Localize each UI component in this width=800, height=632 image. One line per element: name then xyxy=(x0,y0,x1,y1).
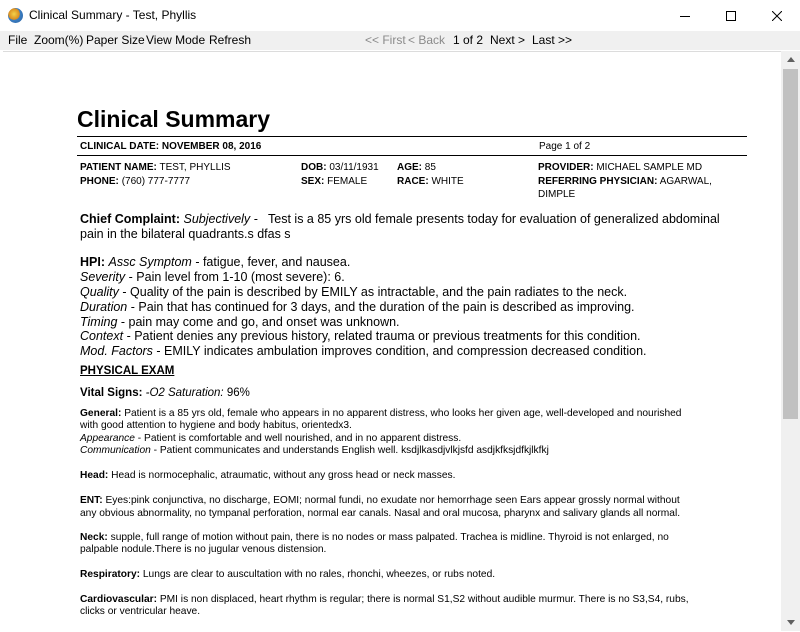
dob: 03/11/1931 xyxy=(329,162,379,173)
cardio-text-2: clicks or ventricular heave. xyxy=(80,606,201,617)
hpi-label: HPI: xyxy=(80,255,105,269)
general-text-2: with good attention to hygiene and body habitus, orientedx3. xyxy=(80,420,352,431)
neck-text-2: palpable nodule.There is no jugular venous distension. xyxy=(80,544,327,555)
hpi-assc-label: Assc Symptom xyxy=(108,255,192,269)
quality-label: Quality xyxy=(80,285,119,299)
vitals-label: Vital Signs: xyxy=(80,387,143,399)
page-indicator: 1 of 2 xyxy=(453,33,484,47)
hpi-assc xyxy=(80,255,350,269)
cc-subjectively: Subjectively - xyxy=(183,212,258,226)
hpi-context xyxy=(80,329,641,343)
close-icon xyxy=(772,11,782,21)
sex-label: SEX: xyxy=(301,176,325,187)
vital-signs xyxy=(80,387,250,399)
hpi-timing xyxy=(80,315,400,329)
head-label: Head: xyxy=(80,470,109,481)
vitals-o2-value: 96% xyxy=(226,387,250,399)
quality-text: - Quality of the pain is described by EMILY as intractable, and the pain radiates to the neck. xyxy=(122,285,628,299)
scroll-thumb[interactable] xyxy=(783,69,798,419)
context-label: Context xyxy=(80,329,124,343)
ent-label: ENT: xyxy=(80,495,103,506)
hpi-duration xyxy=(80,300,635,314)
respiratory-line xyxy=(80,569,495,580)
vertical-scrollbar[interactable] xyxy=(781,51,800,631)
chief-complaint xyxy=(80,212,720,226)
respiratory-text: Lungs are clear to auscultation with no rales, rhonchi, wheezes, or rubs noted. xyxy=(142,569,496,580)
menu-paper-size[interactable]: Paper Size xyxy=(86,33,145,47)
referring-physician: AGARWAL, xyxy=(659,176,712,187)
cardio-text-1: PMI is non displaced, heart rhythm is regular; there is normal S1,S2 without audible murmur. There is no S3,S4, rubs, xyxy=(159,594,689,605)
patient-name: TEST, PHYLLIS xyxy=(159,162,231,173)
phone-label: PHONE: xyxy=(80,176,119,187)
physical-exam-heading: PHYSICAL EXAM xyxy=(80,365,175,377)
ent-text-2: any obvious abnormality, no tympanal perforation, normal ear canals. Nasal and oral mucosa, pharynx and salivary glands all normal. xyxy=(80,508,681,519)
header-rule-bottom xyxy=(77,155,747,156)
general-text-1: Patient is a 85 yrs old, female who appears in no apparent distress, who looks her given age, well-developed and nourished xyxy=(124,408,682,419)
timing-text: - pain may come and go, and onset was unknown. xyxy=(120,315,400,329)
race-label: RACE: xyxy=(397,176,429,187)
patient-name-row xyxy=(80,162,231,173)
communication-line xyxy=(80,445,549,456)
age-label: AGE: xyxy=(397,162,422,173)
phone-row xyxy=(80,176,190,187)
race: WHITE xyxy=(431,176,464,187)
provider-label: PROVIDER: xyxy=(538,162,594,173)
close-button[interactable] xyxy=(754,0,800,31)
sex: FEMALE xyxy=(327,176,368,187)
cardio-label: Cardiovascular: xyxy=(80,594,158,605)
respiratory-label: Respiratory: xyxy=(80,569,141,580)
communication-text: - Patient communicates and understands English well. ksdjlkasdjvlkjsfd asdjkfksjdfkjlkfkj xyxy=(153,445,549,456)
maximize-button[interactable] xyxy=(708,0,754,31)
app-globe-icon xyxy=(8,8,23,23)
severity-label: Severity xyxy=(80,270,126,284)
nav-next-button[interactable]: Next > xyxy=(490,33,526,47)
page-number: Page 1 of 2 xyxy=(539,141,591,152)
scroll-up-arrow-icon xyxy=(787,57,795,62)
neck-text-1: supple, full range of motion without pain, there is no nodes or mass palpated. Trachea is midline. Thyroid is not enlarged, no xyxy=(110,532,669,543)
timing-label: Timing xyxy=(80,315,118,329)
severity-text: - Pain level from 1-10 (most severe): 6. xyxy=(128,270,345,284)
sex-row xyxy=(301,176,367,187)
duration-label: Duration xyxy=(80,300,128,314)
document-title: Clinical Summary xyxy=(77,106,271,132)
scroll-down-button[interactable] xyxy=(781,614,800,631)
head-line xyxy=(80,470,455,481)
hpi-mod-factors xyxy=(80,344,647,358)
menu-bar xyxy=(0,31,800,50)
clinical-date: CLINICAL DATE: NOVEMBER 08, 2016 xyxy=(80,141,262,152)
neck-label: Neck: xyxy=(80,532,108,543)
cc-text-line-2: pain in the bilateral quadrants.s dfas s xyxy=(80,227,291,241)
menu-zoom[interactable]: Zoom(%) xyxy=(34,33,84,47)
patient-name-label: PATIENT NAME: xyxy=(80,162,157,173)
title-bar xyxy=(0,0,800,31)
appearance-line xyxy=(80,433,461,444)
document-viewport xyxy=(3,51,781,632)
age-row xyxy=(397,162,436,173)
context-text: - Patient denies any previous history, related trauma or previous treatments for this condition. xyxy=(126,329,641,343)
nav-last-button[interactable]: Last >> xyxy=(532,33,573,47)
vitals-o2-label: -O2 Saturation: xyxy=(145,387,224,399)
dob-row xyxy=(301,162,379,173)
maximize-icon xyxy=(726,11,736,21)
nav-first-button[interactable]: << First xyxy=(365,33,406,47)
minimize-icon xyxy=(680,11,690,21)
race-row xyxy=(397,176,464,187)
header-rule-top xyxy=(77,136,747,137)
scroll-down-arrow-icon xyxy=(787,620,795,625)
appearance-text: - Patient is comfortable and well nourished, and in no apparent distress. xyxy=(137,433,462,444)
ent-text-1: Eyes:pink conjunctiva, no discharge, EOMI; normal fundi, no exudate nor hemorrhage seen Ears appear grossly normal without xyxy=(105,495,680,506)
cardio-line-1 xyxy=(80,594,689,605)
cc-text-line-1: Test is a 85 yrs old female presents today for evaluation of generalized abdominal xyxy=(268,212,720,226)
communication-label: Communication xyxy=(80,445,151,456)
hpi-assc-text: - fatigue, fever, and nausea. xyxy=(195,255,351,269)
hpi-quality xyxy=(80,285,627,299)
provider: MICHAEL SAMPLE MD xyxy=(596,162,703,173)
referring-label: REFERRING PHYSICIAN: xyxy=(538,176,658,187)
window-title: Clinical Summary - Test, Phyllis xyxy=(29,8,197,22)
provider-row xyxy=(538,162,702,173)
mod-factors-label: Mod. Factors xyxy=(80,344,153,358)
appearance-label: Appearance xyxy=(80,433,135,444)
head-text: Head is normocephalic, atraumatic, without any gross head or neck masses. xyxy=(111,470,456,481)
duration-text: - Pain that has continued for 3 days, and the duration of the pain is described as improving. xyxy=(130,300,635,314)
age: 85 xyxy=(424,162,436,173)
referring-row xyxy=(538,176,712,187)
mod-factors-text: - EMILY indicates ambulation improves condition, and compression decreased condition. xyxy=(156,344,647,358)
minimize-button[interactable] xyxy=(662,0,708,31)
menu-refresh[interactable]: Refresh xyxy=(209,33,252,47)
dob-label: DOB: xyxy=(301,162,327,173)
hpi-severity xyxy=(80,270,345,284)
referring-physician-cont: DIMPLE xyxy=(538,189,576,200)
cc-label: Chief Complaint: xyxy=(80,212,180,226)
menu-view-mode[interactable]: View Mode xyxy=(146,33,206,47)
general-line-1 xyxy=(80,408,681,419)
nav-back-button[interactable]: < Back xyxy=(408,33,446,47)
general-label: General: xyxy=(80,408,122,419)
menu-file[interactable]: File xyxy=(8,33,28,47)
ent-line-1 xyxy=(80,495,680,506)
scroll-up-button[interactable] xyxy=(781,51,800,68)
neck-line-1 xyxy=(80,532,669,543)
phone: (760) 777-7777 xyxy=(121,176,191,187)
